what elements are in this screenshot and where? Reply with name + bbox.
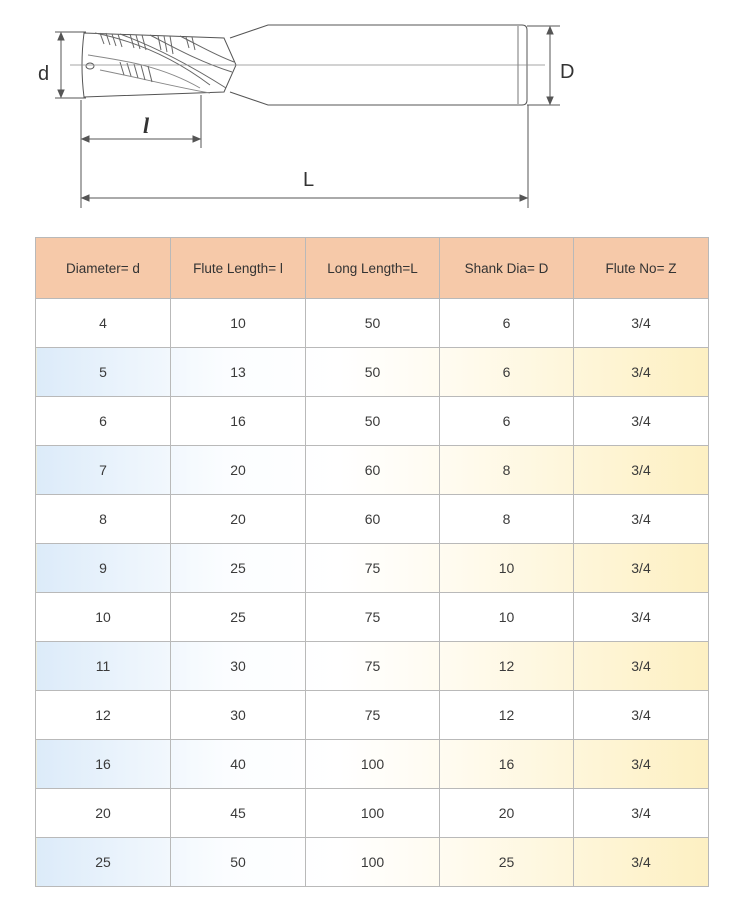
- table-cell: 3/4: [574, 544, 709, 593]
- table-cell: 50: [306, 397, 440, 446]
- table-cell: 20: [171, 495, 306, 544]
- table-cell: 3/4: [574, 348, 709, 397]
- table-cell: 100: [306, 740, 440, 789]
- table-cell: 45: [171, 789, 306, 838]
- table-cell: 25: [36, 838, 171, 887]
- table-cell: 75: [306, 691, 440, 740]
- table-cell: 40: [171, 740, 306, 789]
- table-cell: 75: [306, 544, 440, 593]
- table-cell: 3/4: [574, 642, 709, 691]
- table-cell: 50: [171, 838, 306, 887]
- table-cell: 75: [306, 593, 440, 642]
- table-cell: 13: [171, 348, 306, 397]
- table-cell: 25: [440, 838, 574, 887]
- table-cell: 12: [440, 642, 574, 691]
- label-D: D: [560, 61, 575, 83]
- table-row: [36, 642, 709, 691]
- spec-table: [35, 237, 709, 887]
- table-cell: 3/4: [574, 838, 709, 887]
- table-cell: 10: [440, 544, 574, 593]
- table-cell: 16: [171, 397, 306, 446]
- table-cell: 16: [440, 740, 574, 789]
- table-cell: 25: [171, 593, 306, 642]
- table-cell: 3/4: [574, 397, 709, 446]
- table-cell: 20: [36, 789, 171, 838]
- table-row: [36, 593, 709, 642]
- table-cell: 60: [306, 446, 440, 495]
- table-body: [36, 299, 709, 887]
- label-L: L: [303, 169, 315, 191]
- table-cell: 3/4: [574, 495, 709, 544]
- table-cell: 6: [440, 397, 574, 446]
- table-cell: 10: [171, 299, 306, 348]
- header-cell: Diameter= d: [36, 238, 171, 299]
- table-cell: 12: [440, 691, 574, 740]
- table-cell: 20: [440, 789, 574, 838]
- table-cell: 3/4: [574, 446, 709, 495]
- table-cell: 9: [36, 544, 171, 593]
- label-d: d: [38, 63, 50, 85]
- table-cell: 6: [440, 299, 574, 348]
- table-cell: 6: [36, 397, 171, 446]
- table-cell: 4: [36, 299, 171, 348]
- coolant-hole: [86, 63, 94, 69]
- header-cell: Flute Length= l: [171, 238, 306, 299]
- serrations: [100, 33, 195, 82]
- table-cell: 12: [36, 691, 171, 740]
- label-l: l: [143, 113, 150, 138]
- table-row: [36, 299, 709, 348]
- table-cell: 8: [440, 495, 574, 544]
- table-cell: 30: [171, 642, 306, 691]
- table-row: [36, 446, 709, 495]
- header-cell: Long Length=L: [306, 238, 440, 299]
- table-cell: 3/4: [574, 593, 709, 642]
- table-cell: 75: [306, 642, 440, 691]
- table-cell: 10: [440, 593, 574, 642]
- table-cell: 20: [171, 446, 306, 495]
- table-row: [36, 691, 709, 740]
- table-cell: 5: [36, 348, 171, 397]
- table-cell: 30: [171, 691, 306, 740]
- table-cell: 8: [440, 446, 574, 495]
- table-row: [36, 544, 709, 593]
- table-cell: 25: [171, 544, 306, 593]
- table-cell: 50: [306, 348, 440, 397]
- table-cell: 7: [36, 446, 171, 495]
- end-mill-diagram: [0, 0, 736, 220]
- table-row: [36, 740, 709, 789]
- table-cell: 100: [306, 838, 440, 887]
- table-row: [36, 397, 709, 446]
- table-cell: 100: [306, 789, 440, 838]
- table-cell: 3/4: [574, 789, 709, 838]
- table-cell: 50: [306, 299, 440, 348]
- table-cell: 60: [306, 495, 440, 544]
- table-cell: 3/4: [574, 691, 709, 740]
- table-row: [36, 789, 709, 838]
- table-cell: 6: [440, 348, 574, 397]
- table-row: [36, 838, 709, 887]
- table-cell: 10: [36, 593, 171, 642]
- table-cell: 8: [36, 495, 171, 544]
- table-cell: 11: [36, 642, 171, 691]
- table-row: [36, 348, 709, 397]
- table-cell: 16: [36, 740, 171, 789]
- table-cell: 3/4: [574, 299, 709, 348]
- header-cell: Flute No= Z: [574, 238, 709, 299]
- table-row: [36, 495, 709, 544]
- header-cell: Shank Dia= D: [440, 238, 574, 299]
- header-row: [36, 238, 709, 299]
- table-cell: 3/4: [574, 740, 709, 789]
